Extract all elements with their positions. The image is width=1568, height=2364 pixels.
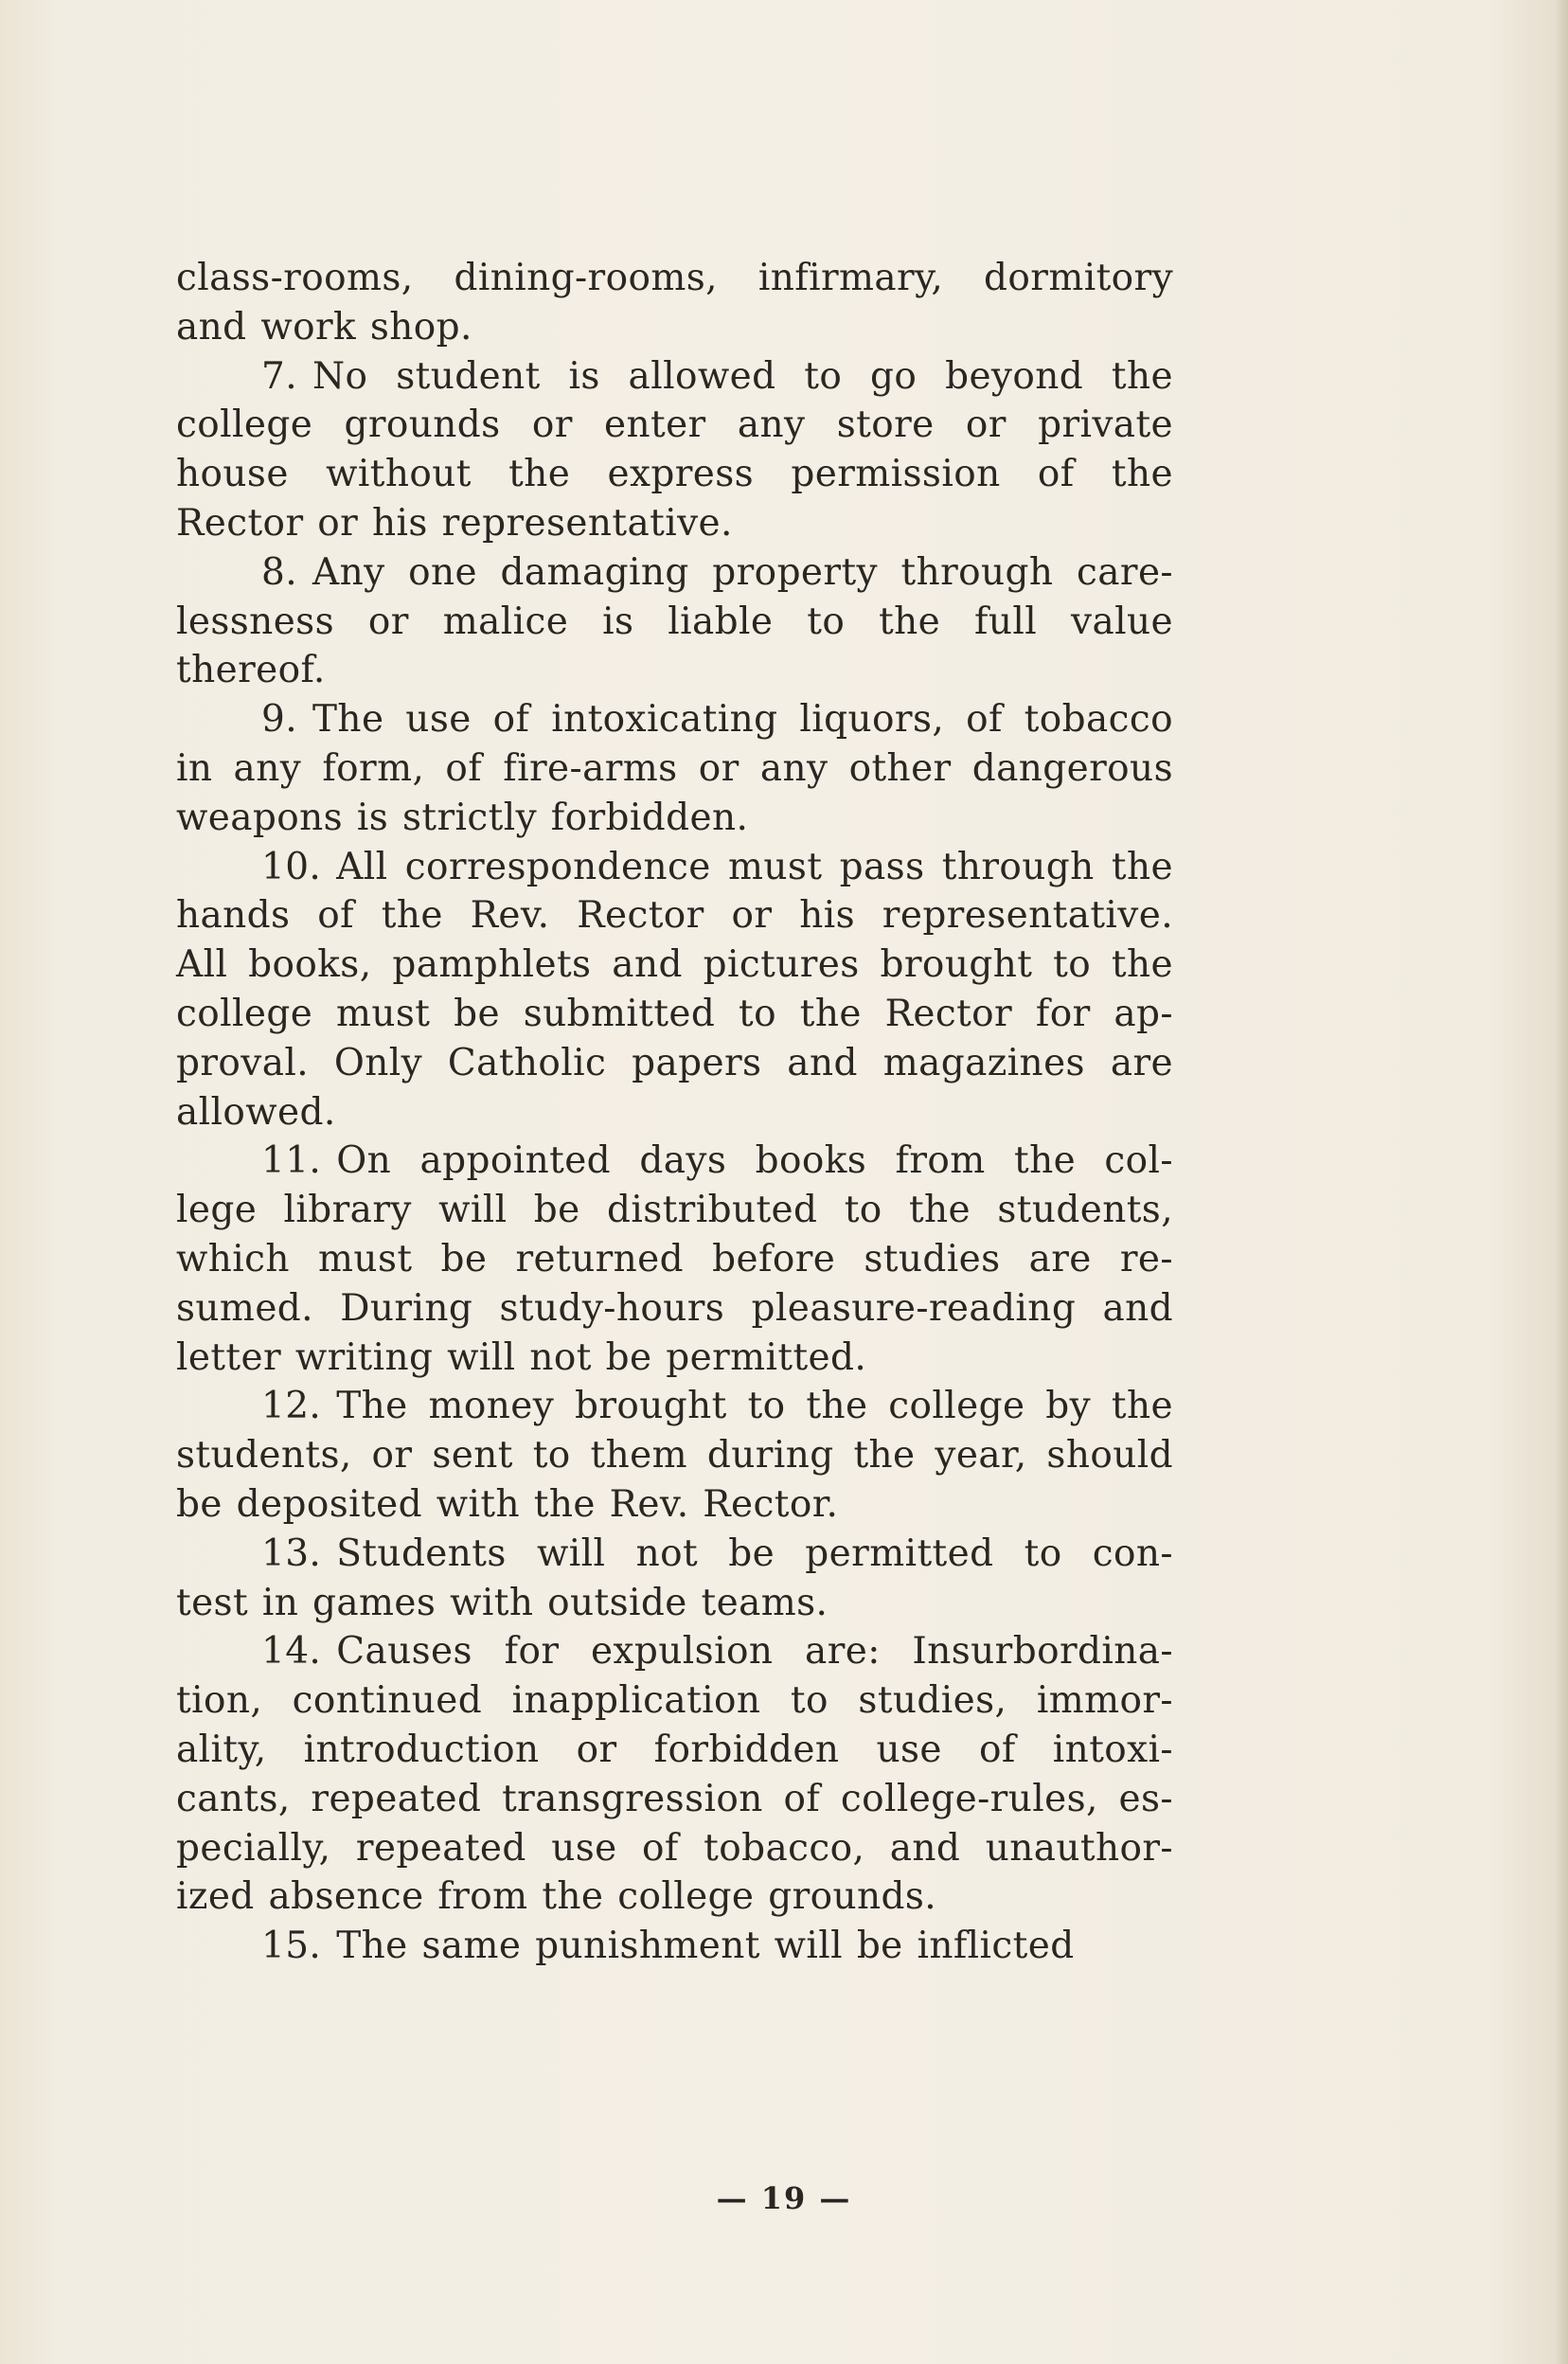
line-text: The money brought to the college by the [336, 1385, 1173, 1428]
line-text: The same punishment will be inflicted [336, 1925, 1075, 1968]
text-line [176, 843, 1173, 892]
line-text: Causes for expulsion are: Insurbordina- [336, 1630, 1173, 1674]
line-text: ality, introduction or forbidden use of intoxi- [176, 1728, 1173, 1771]
rule-number: 9. [261, 698, 298, 742]
text-line [176, 352, 1173, 402]
rule-number: 14. [261, 1630, 322, 1674]
line-text: proval. Only Catholic papers and magazines are [176, 1041, 1173, 1084]
text-line [176, 1627, 1173, 1676]
line-text: Any one damaging property through care- [312, 550, 1173, 594]
text-line [176, 1284, 1173, 1334]
text-line [176, 1431, 1173, 1480]
rule-number: 13. [261, 1531, 322, 1575]
line-text: lege library will be distributed to the students, [176, 1189, 1173, 1232]
text-line [176, 1579, 1173, 1628]
line-text: lessness or malice is liable to the full value [176, 600, 1173, 643]
text-line [176, 401, 1173, 450]
rule-number: 12. [261, 1385, 322, 1428]
text-line [176, 303, 1173, 352]
line-text: tion, continued inapplication to studies, immor- [176, 1679, 1173, 1723]
rule-number: 10. [261, 845, 322, 888]
text-line [176, 794, 1173, 843]
text-line [176, 1334, 1173, 1383]
text-line [176, 450, 1173, 499]
line-text: Rector or his representative. [176, 501, 733, 545]
text-line [176, 695, 1173, 744]
line-text: letter writing will not be permitted. [176, 1335, 867, 1379]
text-line [176, 1382, 1173, 1431]
text-line [176, 1088, 1173, 1137]
line-text: college grounds or enter any store or private [176, 403, 1173, 447]
text-line [176, 1872, 1173, 1922]
text-line [176, 1726, 1173, 1775]
line-text: cants, repeated transgression of college-rules, es- [176, 1777, 1173, 1820]
line-text: hands of the Rev. Rector or his representative. [176, 894, 1173, 938]
text-line [176, 598, 1173, 647]
line-text: and work shop. [176, 305, 472, 349]
line-text: The use of intoxicating liquors, of tobacco [312, 698, 1173, 742]
page-edge-shadow [1555, 0, 1568, 2364]
rule-number: 15. [261, 1925, 322, 1968]
text-line [176, 1480, 1173, 1530]
text-line [176, 1922, 1173, 1971]
rule-number: 8. [261, 550, 298, 594]
text-line [176, 1186, 1173, 1235]
rule-number: 11. [261, 1139, 322, 1183]
text-line [176, 1137, 1173, 1186]
line-text: which must be returned before studies are re- [176, 1237, 1173, 1280]
text-line [176, 1824, 1173, 1873]
line-text: in any form, of fire-arms or any other dangerous [176, 746, 1173, 790]
text-line [176, 891, 1173, 940]
line-text: sumed. During study-hours pleasure-reading and [176, 1286, 1173, 1330]
text-line [176, 1530, 1173, 1579]
body-text [176, 254, 1173, 1971]
page-number: — 19 — [716, 2180, 852, 2216]
line-text: All correspondence must pass through the [336, 845, 1173, 888]
line-text: pecially, repeated use of tobacco, and unauthor- [176, 1826, 1173, 1870]
line-text: All books, pamphlets and pictures brought to the [176, 943, 1173, 987]
line-text: house without the express permission of the [176, 453, 1173, 496]
line-text: Students will not be permitted to con- [336, 1531, 1173, 1575]
line-text: test in games with outside teams. [176, 1581, 829, 1624]
line-text: students, or sent to them during the year, should [176, 1434, 1173, 1478]
text-line [176, 1235, 1173, 1284]
text-line [176, 499, 1173, 548]
line-text: college must be submitted to the Rector for ap- [176, 992, 1173, 1035]
text-line [176, 1039, 1173, 1088]
line-text: No student is allowed to go beyond the [312, 354, 1173, 398]
text-line [176, 1676, 1173, 1726]
line-text: weapons is strictly forbidden. [176, 796, 749, 839]
text-line [176, 990, 1173, 1039]
rule-number: 7. [261, 354, 298, 398]
text-line [176, 940, 1173, 990]
line-text: be deposited with the Rev. Rector. [176, 1482, 839, 1526]
text-line [176, 1775, 1173, 1824]
line-text: On appointed days books from the col- [336, 1139, 1173, 1183]
text-line [176, 744, 1173, 794]
text-line [176, 254, 1173, 303]
line-text: class-rooms, dining-rooms, infirmary, dormitory [176, 257, 1173, 299]
line-text: thereof. [176, 649, 326, 692]
text-line [176, 548, 1173, 598]
line-text: ized absence from the college grounds. [176, 1875, 937, 1919]
text-line [176, 646, 1173, 695]
line-text: allowed. [176, 1090, 336, 1134]
